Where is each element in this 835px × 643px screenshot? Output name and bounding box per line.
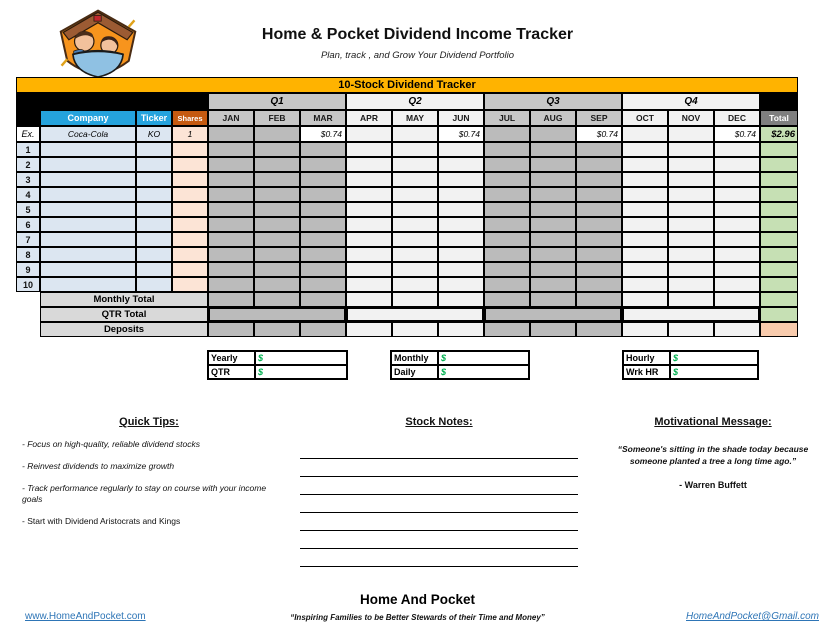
month-cell[interactable]	[622, 232, 668, 247]
hourly-wrkhr-box	[622, 350, 759, 380]
month-cell[interactable]	[208, 157, 254, 172]
row-total-cell[interactable]	[760, 157, 798, 172]
month-cell[interactable]	[530, 202, 576, 217]
month-cell[interactable]	[438, 217, 484, 232]
month-cell[interactable]	[622, 142, 668, 157]
month-cell[interactable]	[530, 277, 576, 292]
month-cell[interactable]	[576, 217, 622, 232]
quick-tips-section	[18, 416, 280, 527]
qtr-total-cell[interactable]	[208, 307, 346, 322]
monthly-total-cell[interactable]	[254, 292, 300, 307]
company-header: Company	[40, 110, 136, 126]
month-cell[interactable]	[208, 277, 254, 292]
dollar-sign: $	[441, 353, 447, 363]
company-cell[interactable]	[40, 247, 136, 262]
stock-notes-section	[300, 416, 578, 567]
ticker-cell[interactable]	[136, 172, 172, 187]
month-cell[interactable]	[484, 262, 530, 277]
monthly-total-cell[interactable]	[668, 292, 714, 307]
month-cell[interactable]	[668, 142, 714, 157]
month-cell[interactable]	[576, 202, 622, 217]
deposits-total-cell[interactable]	[760, 322, 798, 337]
monthly-total-cell[interactable]	[438, 292, 484, 307]
month-cell[interactable]	[346, 202, 392, 217]
deposits-label: Deposits	[40, 322, 208, 337]
month-cell[interactable]	[484, 247, 530, 262]
month-cell[interactable]	[346, 187, 392, 202]
month-cell[interactable]	[392, 232, 438, 247]
month-cell[interactable]	[668, 232, 714, 247]
deposit-cell[interactable]	[668, 322, 714, 337]
example-month-cell[interactable]	[392, 126, 438, 142]
month-cell[interactable]	[438, 277, 484, 292]
example-month-cell[interactable]	[668, 126, 714, 142]
row-number: 10	[16, 277, 40, 292]
month-cell[interactable]	[254, 157, 300, 172]
month-header: JUL	[484, 110, 530, 126]
month-cell[interactable]	[438, 187, 484, 202]
row-total-cell[interactable]	[760, 262, 798, 277]
row-spacer	[16, 322, 40, 337]
month-cell[interactable]	[530, 142, 576, 157]
month-cell[interactable]	[254, 262, 300, 277]
example-month-cell[interactable]: $0.74	[714, 126, 760, 142]
example-total-cell[interactable]: $2.96	[760, 126, 798, 142]
company-cell[interactable]	[40, 157, 136, 172]
month-header: DEC	[714, 110, 760, 126]
monthly-total-cell[interactable]	[392, 292, 438, 307]
month-cell[interactable]	[484, 217, 530, 232]
month-cell[interactable]	[714, 277, 760, 292]
row-number: 7	[16, 232, 40, 247]
shares-header: Shares	[172, 110, 208, 126]
ticker-header: Ticker	[136, 110, 172, 126]
monthly-total-sum-cell[interactable]	[760, 292, 798, 307]
month-cell[interactable]	[576, 157, 622, 172]
month-header: APR	[346, 110, 392, 126]
month-cell[interactable]	[392, 187, 438, 202]
note-line[interactable]	[300, 549, 578, 567]
month-cell[interactable]	[530, 157, 576, 172]
month-cell[interactable]	[622, 187, 668, 202]
qtr-label: QTR	[208, 365, 255, 379]
company-cell[interactable]	[40, 232, 136, 247]
month-cell[interactable]	[622, 157, 668, 172]
note-line[interactable]	[300, 531, 578, 549]
shares-cell[interactable]	[172, 232, 208, 247]
qtr-total-cell[interactable]	[346, 307, 484, 322]
month-header: SEP	[576, 110, 622, 126]
row-number: 4	[16, 187, 40, 202]
row-number: 2	[16, 157, 40, 172]
quarter-header: Q3	[484, 93, 622, 110]
deposit-cell[interactable]	[346, 322, 392, 337]
monthly-total-cell[interactable]	[484, 292, 530, 307]
example-row-label: Ex.	[16, 126, 40, 142]
company-cell[interactable]	[40, 217, 136, 232]
quote-author: - Warren Buffett	[679, 480, 747, 490]
month-cell[interactable]	[484, 142, 530, 157]
month-cell[interactable]	[254, 172, 300, 187]
deposit-cell[interactable]	[438, 322, 484, 337]
monthly-total-cell[interactable]	[346, 292, 392, 307]
company-cell[interactable]	[40, 142, 136, 157]
quick-tip-item: - Start with Dividend Aristocrats and Kings	[22, 516, 181, 526]
ticker-cell[interactable]	[136, 187, 172, 202]
month-header: JAN	[208, 110, 254, 126]
shares-cell[interactable]	[172, 262, 208, 277]
month-cell[interactable]	[622, 247, 668, 262]
month-cell[interactable]	[254, 202, 300, 217]
month-cell[interactable]	[668, 157, 714, 172]
shares-cell[interactable]	[172, 187, 208, 202]
motivational-quote: “Someone's sitting in the shade today because someone planted a tree a long time ago.”	[617, 444, 809, 466]
month-cell[interactable]	[530, 187, 576, 202]
note-line[interactable]	[300, 513, 578, 531]
month-cell[interactable]	[530, 262, 576, 277]
month-cell[interactable]	[714, 202, 760, 217]
month-cell[interactable]	[254, 247, 300, 262]
email-link[interactable]: HomeAndPocket@Gmail.com	[686, 611, 819, 622]
month-cell[interactable]	[392, 277, 438, 292]
shares-cell[interactable]	[172, 202, 208, 217]
monthly-total-cell[interactable]	[530, 292, 576, 307]
month-cell[interactable]	[300, 277, 346, 292]
month-cell[interactable]	[668, 247, 714, 262]
row-number: 8	[16, 247, 40, 262]
month-cell[interactable]	[438, 247, 484, 262]
note-line[interactable]	[300, 477, 578, 495]
month-cell[interactable]	[484, 172, 530, 187]
example-company-cell[interactable]: Coca-Cola	[40, 126, 136, 142]
month-cell[interactable]	[714, 247, 760, 262]
qtr-total-cell[interactable]	[484, 307, 622, 322]
quarter-header: Q1	[208, 93, 346, 110]
yearly-value-field[interactable]	[255, 351, 347, 365]
monthly-total-cell[interactable]	[576, 292, 622, 307]
daily-label: Daily	[391, 365, 438, 379]
shares-cell[interactable]	[172, 217, 208, 232]
row-number: 1	[16, 142, 40, 157]
month-cell[interactable]	[714, 262, 760, 277]
dollar-sign: $	[258, 367, 264, 377]
monthly-total-cell[interactable]	[714, 292, 760, 307]
month-cell[interactable]	[346, 262, 392, 277]
dividend-tracker-grid	[16, 77, 798, 337]
wrkhr-label: Wrk HR	[623, 365, 670, 379]
month-header: AUG	[530, 110, 576, 126]
example-month-cell[interactable]	[484, 126, 530, 142]
month-cell[interactable]	[346, 232, 392, 247]
deposit-cell[interactable]	[714, 322, 760, 337]
shares-cell[interactable]	[172, 142, 208, 157]
row-spacer	[16, 292, 40, 307]
month-cell[interactable]	[392, 142, 438, 157]
month-cell[interactable]	[392, 202, 438, 217]
month-cell[interactable]	[208, 142, 254, 157]
month-cell[interactable]	[438, 142, 484, 157]
month-cell[interactable]	[576, 172, 622, 187]
quick-tip-item: - Focus on high-quality, reliable dividend stocks	[22, 439, 200, 449]
month-cell[interactable]	[668, 262, 714, 277]
month-cell[interactable]	[208, 202, 254, 217]
page-title: Home & Pocket Dividend Income Tracker	[261, 26, 574, 43]
month-cell[interactable]	[346, 277, 392, 292]
dollar-sign: $	[673, 353, 679, 363]
month-cell[interactable]	[346, 217, 392, 232]
qtr-total-cell[interactable]	[622, 307, 760, 322]
quick-tip-item: - Track performance regularly to stay on course with your income goals	[22, 483, 267, 504]
month-cell[interactable]	[576, 187, 622, 202]
company-cell[interactable]	[40, 187, 136, 202]
tracker-banner: 10-Stock Dividend Tracker	[16, 77, 798, 93]
month-header: MAY	[392, 110, 438, 126]
example-month-cell[interactable]	[530, 126, 576, 142]
deposit-cell[interactable]	[392, 322, 438, 337]
motivational-section	[598, 416, 828, 490]
month-header: FEB	[254, 110, 300, 126]
row-number: 6	[16, 217, 40, 232]
page-subtitle: Plan, track , and Grow Your Dividend Portfolio	[320, 50, 515, 61]
corner-black-block	[16, 110, 40, 126]
month-cell[interactable]	[438, 262, 484, 277]
month-cell[interactable]	[484, 187, 530, 202]
month-cell[interactable]	[714, 232, 760, 247]
month-cell[interactable]	[254, 232, 300, 247]
month-cell[interactable]	[484, 232, 530, 247]
example-ticker-cell[interactable]: KO	[136, 126, 172, 142]
month-cell[interactable]	[484, 202, 530, 217]
row-number: 9	[16, 262, 40, 277]
monthly-total-cell[interactable]	[208, 292, 254, 307]
shares-cell[interactable]	[172, 172, 208, 187]
total-header: Total	[760, 110, 798, 126]
month-header: MAR	[300, 110, 346, 126]
month-cell[interactable]	[346, 172, 392, 187]
month-cell[interactable]	[576, 142, 622, 157]
month-cell[interactable]	[300, 172, 346, 187]
yearly-label: Yearly	[208, 351, 255, 365]
note-line[interactable]	[300, 495, 578, 513]
month-cell[interactable]	[714, 157, 760, 172]
month-cell[interactable]	[254, 142, 300, 157]
row-total-cell[interactable]	[760, 247, 798, 262]
hourly-label: Hourly	[623, 351, 670, 365]
deposit-cell[interactable]	[530, 322, 576, 337]
yearly-qtr-box	[207, 350, 348, 380]
month-cell[interactable]	[346, 247, 392, 262]
example-month-cell[interactable]	[622, 126, 668, 142]
row-number: 3	[16, 172, 40, 187]
month-cell[interactable]	[576, 262, 622, 277]
month-cell[interactable]	[530, 247, 576, 262]
dollar-sign: $	[441, 367, 447, 377]
company-cell[interactable]	[40, 172, 136, 187]
daily-value-field[interactable]	[438, 365, 529, 379]
quick-tips-heading: Quick Tips:	[119, 416, 179, 428]
example-month-cell[interactable]	[208, 126, 254, 142]
month-cell[interactable]	[622, 277, 668, 292]
month-cell[interactable]	[392, 157, 438, 172]
month-cell[interactable]	[714, 142, 760, 157]
row-total-cell[interactable]	[760, 277, 798, 292]
dollar-sign: $	[258, 353, 264, 363]
monthly-daily-box	[390, 350, 530, 380]
wrkhr-value-field[interactable]	[670, 365, 758, 379]
footer-brand: Home And Pocket	[359, 592, 476, 607]
quarter-header: Q2	[346, 93, 484, 110]
month-cell[interactable]	[714, 187, 760, 202]
month-cell[interactable]	[668, 172, 714, 187]
hourly-value-field[interactable]	[670, 351, 758, 365]
month-cell[interactable]	[300, 232, 346, 247]
month-cell[interactable]	[438, 172, 484, 187]
month-cell[interactable]	[254, 187, 300, 202]
ticker-cell[interactable]	[136, 142, 172, 157]
deposit-cell[interactable]	[208, 322, 254, 337]
month-cell[interactable]	[622, 262, 668, 277]
month-cell[interactable]	[346, 142, 392, 157]
shares-cell[interactable]	[172, 247, 208, 262]
month-cell[interactable]	[392, 262, 438, 277]
month-cell[interactable]	[530, 217, 576, 232]
ticker-cell[interactable]	[136, 277, 172, 292]
corner-black-block	[760, 93, 798, 110]
month-header: NOV	[668, 110, 714, 126]
example-shares-cell[interactable]: 1	[172, 126, 208, 142]
deposit-cell[interactable]	[300, 322, 346, 337]
month-cell[interactable]	[300, 247, 346, 262]
month-cell[interactable]	[300, 217, 346, 232]
month-cell[interactable]	[668, 202, 714, 217]
example-month-cell[interactable]: $0.74	[300, 126, 346, 142]
quick-tip-item: - Reinvest dividends to maximize growth	[22, 461, 175, 471]
company-cell[interactable]	[40, 202, 136, 217]
month-cell[interactable]	[530, 232, 576, 247]
deposit-cell[interactable]	[576, 322, 622, 337]
month-cell[interactable]	[300, 187, 346, 202]
stock-notes-heading: Stock Notes:	[405, 416, 473, 428]
monthly-total-cell[interactable]	[300, 292, 346, 307]
motivational-heading: Motivational Message:	[654, 416, 772, 428]
ticker-cell[interactable]	[136, 157, 172, 172]
row-total-cell[interactable]	[760, 142, 798, 157]
month-cell[interactable]	[300, 142, 346, 157]
deposit-cell[interactable]	[622, 322, 668, 337]
month-cell[interactable]	[208, 187, 254, 202]
row-total-cell[interactable]	[760, 202, 798, 217]
month-cell[interactable]	[668, 217, 714, 232]
example-month-cell[interactable]	[346, 126, 392, 142]
ticker-cell[interactable]	[136, 202, 172, 217]
month-cell[interactable]	[208, 232, 254, 247]
stock-notes-lines	[300, 441, 578, 567]
month-cell[interactable]	[208, 217, 254, 232]
month-cell[interactable]	[714, 217, 760, 232]
row-total-cell[interactable]	[760, 172, 798, 187]
row-total-cell[interactable]	[760, 217, 798, 232]
shares-cell[interactable]	[172, 157, 208, 172]
shares-cell[interactable]	[172, 277, 208, 292]
dollar-sign: $	[673, 367, 679, 377]
month-cell[interactable]	[254, 277, 300, 292]
month-cell[interactable]	[668, 187, 714, 202]
month-cell[interactable]	[530, 172, 576, 187]
monthly-total-cell[interactable]	[622, 292, 668, 307]
monthly-value-field[interactable]	[438, 351, 529, 365]
month-cell[interactable]	[300, 202, 346, 217]
qtr-total-sum-cell[interactable]	[760, 307, 798, 322]
month-cell[interactable]	[208, 262, 254, 277]
example-month-cell[interactable]	[254, 126, 300, 142]
month-cell[interactable]	[438, 232, 484, 247]
month-cell[interactable]	[392, 217, 438, 232]
month-header: JUN	[438, 110, 484, 126]
ticker-cell[interactable]	[136, 217, 172, 232]
company-cell[interactable]	[40, 277, 136, 292]
row-total-cell[interactable]	[760, 232, 798, 247]
month-cell[interactable]	[208, 172, 254, 187]
qtr-value-field[interactable]	[255, 365, 347, 379]
website-link[interactable]: www.HomeAndPocket.com	[25, 611, 146, 622]
monthly-label: Monthly	[391, 351, 438, 365]
corner-black-block	[16, 93, 208, 110]
month-cell[interactable]	[392, 172, 438, 187]
company-cell[interactable]	[40, 262, 136, 277]
month-cell[interactable]	[714, 172, 760, 187]
month-cell[interactable]	[576, 232, 622, 247]
note-line[interactable]	[300, 441, 578, 459]
month-cell[interactable]	[300, 157, 346, 172]
row-total-cell[interactable]	[760, 187, 798, 202]
footer-tagline: “Inspiring Families to be Better Stewards of their Time and Money”	[290, 613, 545, 622]
row-number: 5	[16, 202, 40, 217]
row-spacer	[16, 307, 40, 322]
month-cell[interactable]	[668, 277, 714, 292]
month-cell[interactable]	[484, 157, 530, 172]
example-month-cell[interactable]: $0.74	[576, 126, 622, 142]
month-cell[interactable]	[622, 217, 668, 232]
month-cell[interactable]	[438, 202, 484, 217]
month-cell[interactable]	[576, 247, 622, 262]
month-cell[interactable]	[576, 277, 622, 292]
note-line[interactable]	[300, 459, 578, 477]
month-cell[interactable]	[208, 247, 254, 262]
quarter-header: Q4	[622, 93, 760, 110]
monthly-total-label: Monthly Total	[40, 292, 208, 307]
month-cell[interactable]	[392, 247, 438, 262]
ticker-cell[interactable]	[136, 262, 172, 277]
deposit-cell[interactable]	[484, 322, 530, 337]
example-month-cell[interactable]: $0.74	[438, 126, 484, 142]
month-cell[interactable]	[484, 277, 530, 292]
qtr-total-label: QTR Total	[40, 307, 208, 322]
month-cell[interactable]	[300, 262, 346, 277]
ticker-cell[interactable]	[136, 247, 172, 262]
month-cell[interactable]	[622, 172, 668, 187]
month-cell[interactable]	[346, 157, 392, 172]
month-cell[interactable]	[438, 157, 484, 172]
ticker-cell[interactable]	[136, 232, 172, 247]
deposit-cell[interactable]	[254, 322, 300, 337]
month-header: OCT	[622, 110, 668, 126]
month-cell[interactable]	[622, 202, 668, 217]
month-cell[interactable]	[254, 217, 300, 232]
